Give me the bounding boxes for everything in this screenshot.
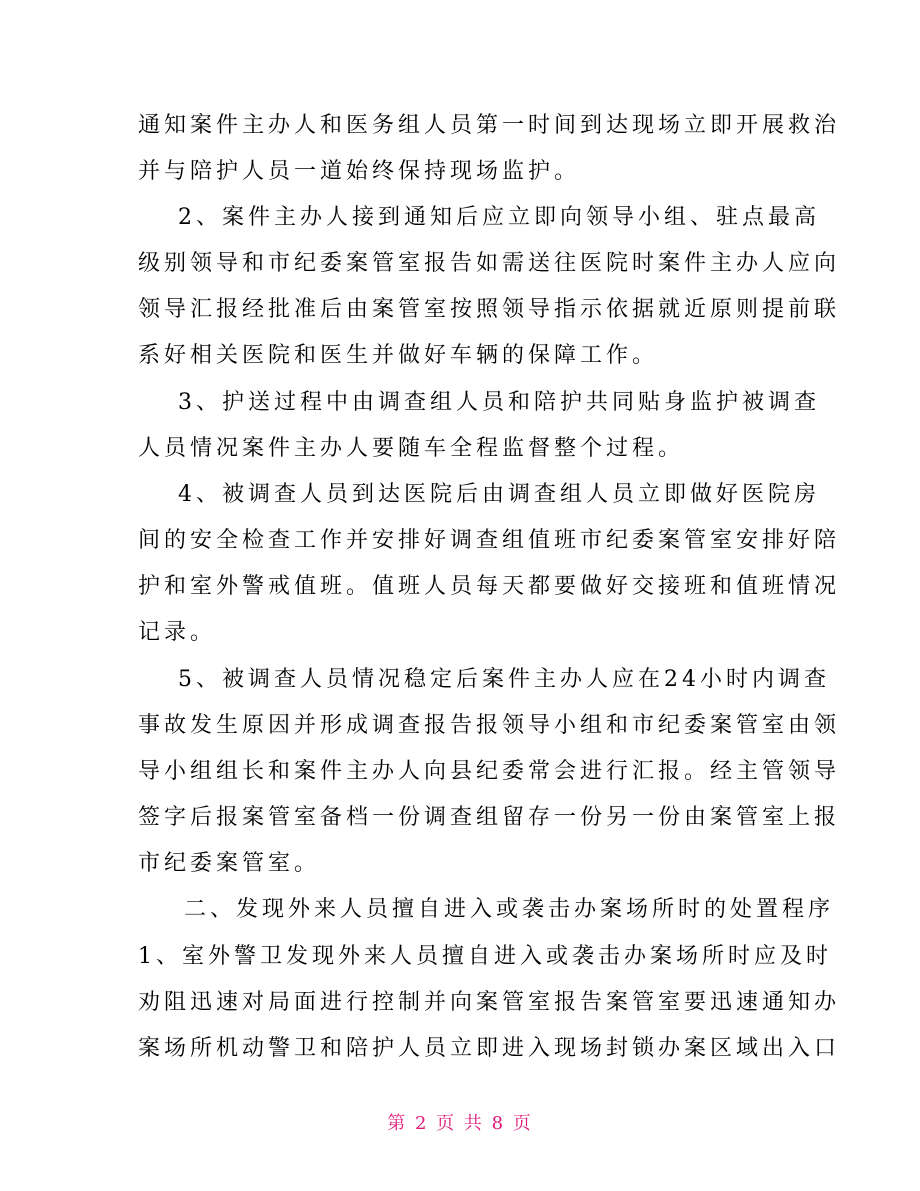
text-line: 市纪委案管室。 <box>138 851 321 876</box>
text-line: 1、室外警卫发现外来人员擅自进入或袭击办案场所时应及时 <box>138 944 832 969</box>
paragraph-5-start: 5、被调查人员情况稳定后案件主办人应在24小时内调查 <box>178 667 830 692</box>
section-heading: 二、发现外来人员擅自进入或袭击办案场所时的处置程序 <box>184 897 835 922</box>
text-line: 间的安全检查工作并安排好调查组值班市纪委案管室安排好陪 <box>138 528 841 553</box>
text-line: 并与陪护人员一道始终保持现场监护。 <box>138 159 581 184</box>
text-line: 导小组组长和案件主办人向县纪委常会进行汇报。经主管领导 <box>138 759 841 784</box>
text-line: 案场所机动警卫和陪护人员立即进入现场封锁办案区域出入口 <box>138 1036 841 1061</box>
text-line: 人员情况案件主办人要随车全程监督整个过程。 <box>138 436 685 461</box>
paragraph-2-start: 2、案件主办人接到通知后应立即向领导小组、驻点最高 <box>178 205 820 230</box>
text-line: 护和室外警戒值班。值班人员每天都要做好交接班和值班情况 <box>138 574 841 599</box>
text-line: 签字后报案管室备档一份调查组留存一份另一份由案管室上报 <box>138 805 841 830</box>
text-line: 系好相关医院和医生并做好车辆的保障工作。 <box>138 343 659 368</box>
text-line: 通知案件主办人和医务组人员第一时间到达现场立即开展救治 <box>138 113 841 138</box>
paragraph-4-start: 4、被调查人员到达医院后由调查组人员立即做好医院房 <box>178 482 820 507</box>
text-line: 级别领导和市纪委案管室报告如需送往医院时案件主办人应向 <box>138 251 841 276</box>
page-number-footer: 第 2 页 共 8 页 <box>387 1113 533 1134</box>
text-line: 劝阻迅速对局面进行控制并向案管室报告案管室要迅速通知办 <box>138 990 841 1015</box>
text-line: 事故发生原因并形成调查报告报领导小组和市纪委案管室由领 <box>138 713 841 738</box>
paragraph-3-start: 3、护送过程中由调查组人员和陪护共同贴身监护被调查 <box>178 390 820 415</box>
text-line: 领导汇报经批准后由案管室按照领导指示依据就近原则提前联 <box>138 297 841 322</box>
text-line: 记录。 <box>138 620 217 645</box>
